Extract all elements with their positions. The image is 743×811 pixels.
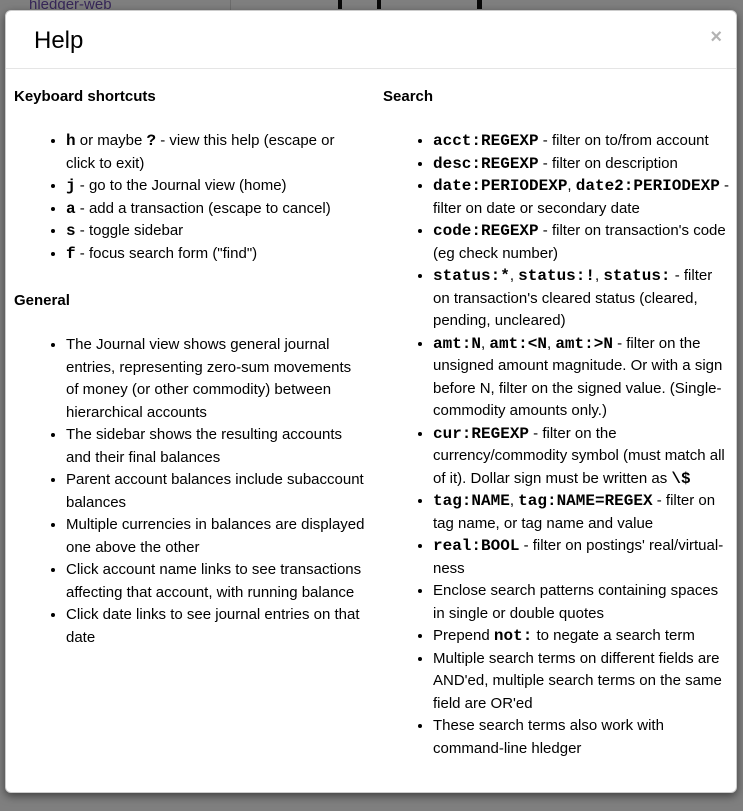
text-run: - add a transaction (escape to cancel): [75, 199, 331, 217]
text-run: Multiple currencies in balances are displayed one above the other: [66, 516, 365, 556]
text-run: - filter on to/from account: [538, 132, 709, 149]
text-run: ,: [481, 334, 490, 352]
text-run: - filter on postings' real/virtual-ness: [433, 537, 724, 577]
text-run: - filter on transaction's cleared status (cleared, pending, uncleared): [433, 267, 713, 329]
code-term: amt:>N: [555, 334, 613, 353]
section-general: [14, 292, 367, 649]
text-run: - filter on date or secondary date: [433, 177, 729, 217]
close-icon[interactable]: ×: [710, 26, 722, 48]
list-item: [433, 130, 732, 153]
list-item: [433, 333, 732, 423]
text-run: Click date links to see journal entries on that date: [66, 606, 360, 646]
list-item: [66, 469, 367, 514]
code-term: cur:REGEXP: [433, 424, 530, 443]
text-run: Enclose search patterns containing spaces in single or double quotes: [433, 582, 719, 622]
general-list: [14, 334, 367, 649]
list-item: [433, 265, 732, 333]
list-item: [433, 648, 732, 716]
code-term: acct:REGEXP: [433, 132, 539, 150]
section-search: [383, 88, 732, 760]
list-item: [433, 625, 732, 648]
code-term: tag:NAME: [433, 492, 510, 510]
modal-header: [6, 11, 736, 69]
text-run: Prepend: [433, 627, 494, 644]
list-item: [66, 243, 367, 266]
modal-title: Help: [34, 27, 84, 54]
text-run: - filter on the unsigned amount magnitude. Or with a sign before N, filter on the signed value. (Single-commodity amounts only.): [433, 334, 723, 419]
list-item: [433, 220, 732, 265]
text-run: Parent account balances include subaccount balances: [66, 471, 364, 511]
code-term: status:: [603, 267, 671, 285]
section-heading: General: [14, 292, 70, 309]
code-term: amt:<N: [489, 334, 547, 353]
list-item: [66, 130, 367, 175]
text-run: - focus search form ("find"): [75, 244, 258, 262]
list-item: [433, 715, 732, 760]
code-term: status:*: [433, 267, 510, 285]
code-term: not:: [493, 627, 533, 645]
text-run: - view this help (escape or click to exit): [66, 132, 335, 172]
modal-body: [6, 69, 736, 776]
list-item: [433, 175, 732, 220]
code-term: desc:REGEXP: [433, 154, 539, 173]
list-item: [433, 535, 732, 580]
text-run: or maybe: [75, 132, 147, 149]
section-heading: Search: [383, 88, 434, 105]
text-run: - go to the Journal view (home): [75, 177, 287, 194]
text-run: ,: [594, 267, 604, 284]
text-run: ,: [567, 177, 576, 194]
text-run: Multiple search terms on different fields are AND'ed, multiple search terms on the same field are OR'ed: [433, 649, 722, 712]
keyboard-shortcuts-list: [14, 130, 367, 265]
list-item: [66, 334, 367, 424]
code-term: ?: [146, 132, 157, 150]
list-item: [66, 198, 367, 221]
code-term: s: [66, 222, 76, 240]
code-term: date:PERIODEXP: [433, 177, 568, 195]
text-run: - filter on the currency/commodity symbol (must match all of it). Dollar sign must be written as: [433, 424, 725, 487]
text-run: - toggle sidebar: [75, 222, 184, 239]
code-term: a: [66, 199, 76, 218]
list-item: [66, 604, 367, 649]
text-run: - filter on description: [538, 154, 678, 172]
code-term: \$: [671, 469, 691, 488]
text-run: ,: [509, 267, 519, 284]
code-term: date2:PERIODEXP: [575, 177, 720, 195]
search-list: [383, 130, 732, 760]
code-term: h: [66, 132, 76, 150]
code-term: amt:N: [433, 334, 482, 353]
list-item: [66, 514, 367, 559]
list-item: [433, 490, 732, 535]
code-term: f: [66, 244, 76, 263]
list-item: [433, 580, 732, 625]
code-term: real:BOOL: [433, 537, 520, 555]
code-term: tag:NAME=REGEX: [518, 492, 653, 510]
text-run: to negate a search term: [532, 627, 695, 644]
section-heading: Keyboard shortcuts: [14, 88, 156, 105]
code-term: j: [66, 177, 76, 195]
text-run: The sidebar shows the resulting accounts and their final balances: [66, 426, 342, 466]
right-column: [371, 88, 736, 776]
text-run: These search terms also work with command-line hledger: [433, 717, 664, 757]
left-column: [6, 88, 371, 776]
section-keyboard-shortcuts: [14, 88, 367, 265]
text-run: ,: [509, 492, 519, 509]
list-item: [66, 220, 367, 243]
text-run: - filter on tag name, or tag name and value: [433, 492, 716, 532]
list-item: [66, 424, 367, 469]
list-item: [66, 175, 367, 198]
list-item: [433, 153, 732, 176]
text-run: ,: [546, 334, 556, 352]
text-run: The Journal view shows general journal entries, representing zero-sum movements of money (or other commodity) between hierarchical accounts: [66, 336, 352, 421]
help-modal: [5, 10, 737, 793]
text-run: Click account name links to see transactions affecting that account, with running balance: [66, 561, 362, 601]
code-term: code:REGEXP: [433, 222, 539, 240]
text-run: - filter on transaction's code (eg check number): [433, 222, 726, 262]
list-item: [66, 559, 367, 604]
code-term: status:!: [518, 267, 595, 285]
list-item: [433, 423, 732, 491]
